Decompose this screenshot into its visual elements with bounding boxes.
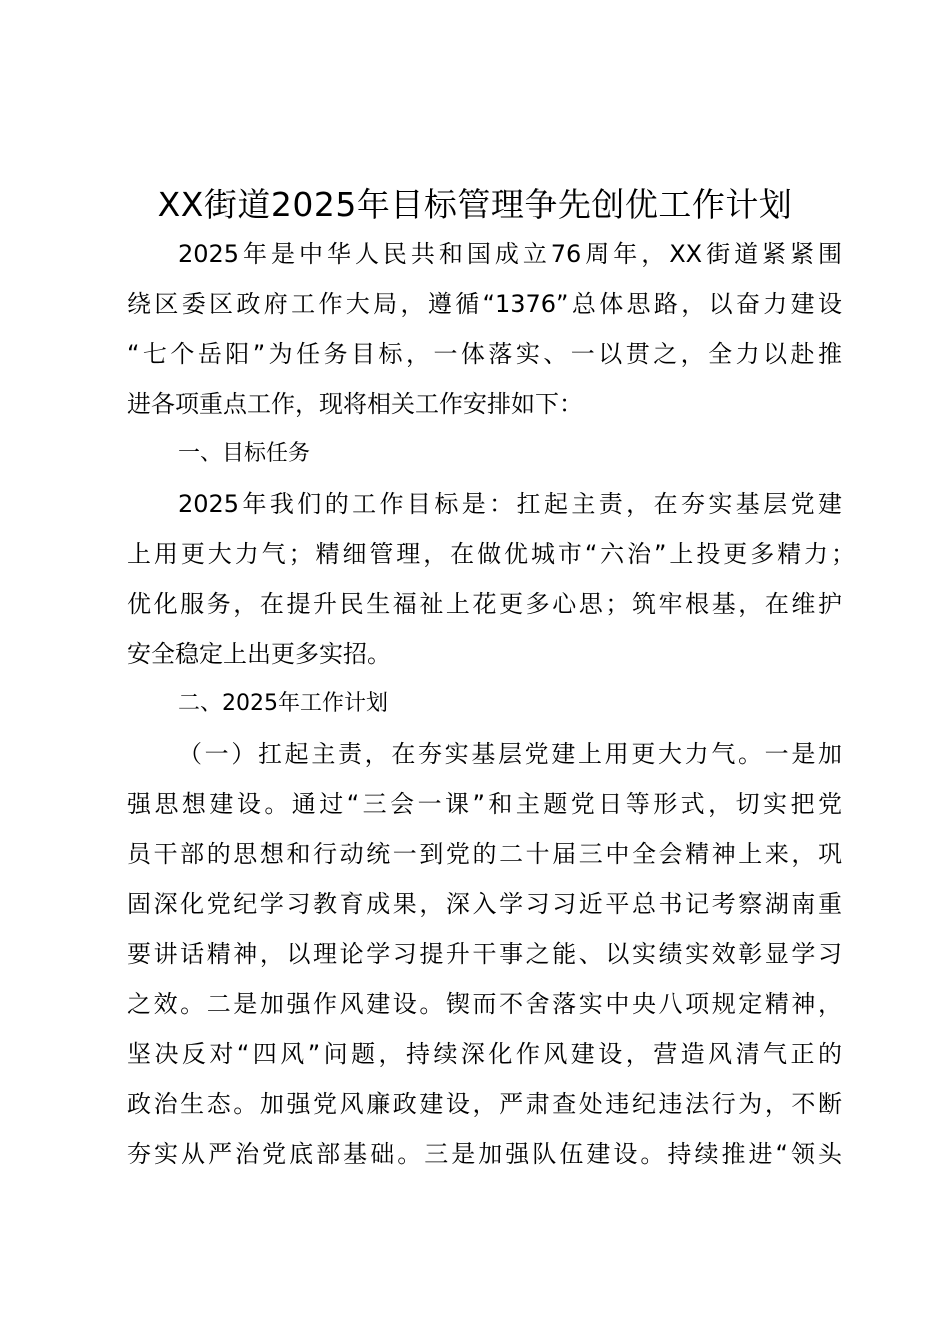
section-heading: 二、2025年工作计划: [178, 691, 388, 716]
body-line: 安全稳定上出更多实招。: [127, 640, 391, 668]
body-line: 要讲话精神，以理论学习提升干事之能、以实绩实效彰显学习: [127, 940, 842, 968]
body-line: （一）扛起主责，在夯实基层党建上用更大力气。一是加: [178, 740, 842, 768]
body-line: 优化服务，在提升民生福祉上花更多心思；筑牢根基，在维护: [127, 590, 842, 618]
body-line: 之效。二是加强作风建设。锲而不舍落实中央八项规定精神，: [127, 990, 842, 1018]
document-title: XX街道2025年目标管理争先创优工作计划: [157, 185, 793, 224]
body-line: 上用更大力气；精细管理，在做优城市“六治”上投更多精力；: [127, 540, 855, 568]
intro-line: “七个岳阳”为任务目标，一体落实、一以贯之，全力以赴推: [127, 340, 842, 368]
body-line: 2025年我们的工作目标是：扛起主责，在夯实基层党建: [178, 490, 842, 518]
body-line: 政治生态。加强党风廉政建设，严肃查处违纪违法行为，不断: [127, 1090, 842, 1118]
intro-line: 绕区委区政府工作大局，遵循“1376”总体思路，以奋力建设: [127, 290, 842, 318]
body-line: 强思想建设。通过“三会一课”和主题党日等形式，切实把党: [127, 790, 842, 818]
body-line: 员干部的思想和行动统一到党的二十届三中全会精神上来，巩: [127, 840, 842, 868]
section-heading: 一、目标任务: [178, 441, 311, 466]
body-line: 固深化党纪学习教育成果，深入学习习近平总书记考察湖南重: [127, 890, 842, 918]
intro-line: 2025年是中华人民共和国成立76周年，XX街道紧紧围: [178, 240, 842, 268]
body-line: 坚决反对“四风”问题，持续深化作风建设，营造风清气正的: [127, 1040, 842, 1068]
intro-line: 进各项重点工作，现将相关工作安排如下：: [127, 390, 583, 418]
body-line: 夯实从严治党底部基础。三是加强队伍建设。持续推进“领头: [127, 1140, 842, 1168]
